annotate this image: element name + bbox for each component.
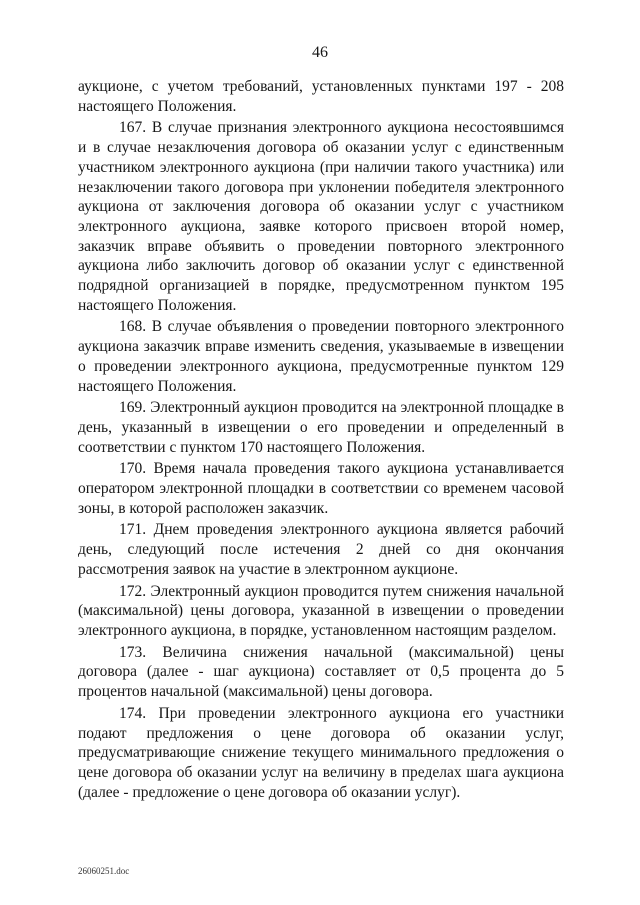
- paragraph-173: 173. Величина снижения начальной (максимальной) цены договора (далее - шаг аукциона) составляет от 0,5 процента до 5 процентов начальной (максимальной) цены договора.: [78, 643, 564, 701]
- paragraph-continuation: аукционе, с учетом требований, установленных пунктами 197 - 208 настоящего Положения.: [78, 78, 564, 115]
- paragraph-169: 169. Электронный аукцион проводится на электронной площадке в день, указанный в извещении о его проведении и определенный в соответствии с пунктом 170 настоящего Положения.: [78, 399, 564, 456]
- page-number: 46: [312, 44, 328, 61]
- paragraph-167: 167. В случае признания электронного аукциона несостоявшимся и в случае незаключения договора об оказании услуг с единственным участником электронного аукциона (при наличии такого участника) или незаключении такого договора при уклонении победителя электронного аукциона от заключения договора об оказании услуг с участником электронного аукциона, заявке которого присвоен второй номер, заказчик вправе объявить о проведении повторного электронного аукциона либо заключить договор об оказании услуг с единственной подрядной организацией в порядке, предусмотренном пунктом 195 настоящего Положения.: [78, 119, 564, 314]
- paragraph-174: 174. При проведении электронного аукциона его участники подают предложения о цене договора об оказании услуг, предусматривающие снижение текущего минимального предложения о цене договора об оказании услуг на величину в пределах шага аукциона (далее - предложение о цене договора об оказании услуг).: [78, 704, 564, 801]
- paragraph-168: 168. В случае объявления о проведении повторного электронного аукциона заказчик вправе изменить сведения, указываемые в извещении о проведении электронного аукциона, предусмотренные пунктом 129 настоящего Положения.: [78, 318, 564, 395]
- paragraph-172: 172. Электронный аукцион проводится путем снижения начальной (максимальной) цены договора, указанной в извещении о проведении электронного аукциона, в порядке, установленном настоящим разделом.: [78, 582, 564, 639]
- paragraph-170: 170. Время начала проведения такого аукциона устанавливается оператором электронной площадки в соответствии со временем часовой зоны, в которой расположен заказчик.: [78, 460, 564, 517]
- document-body: [78, 77, 564, 804]
- footer-filename: 26060251.doc: [78, 866, 130, 876]
- paragraph-171: 171. Днем проведения электронного аукциона является рабочий день, следующий после истечения 2 дней со дня окончания рассмотрения заявок на участие в электронном аукционе.: [78, 521, 564, 578]
